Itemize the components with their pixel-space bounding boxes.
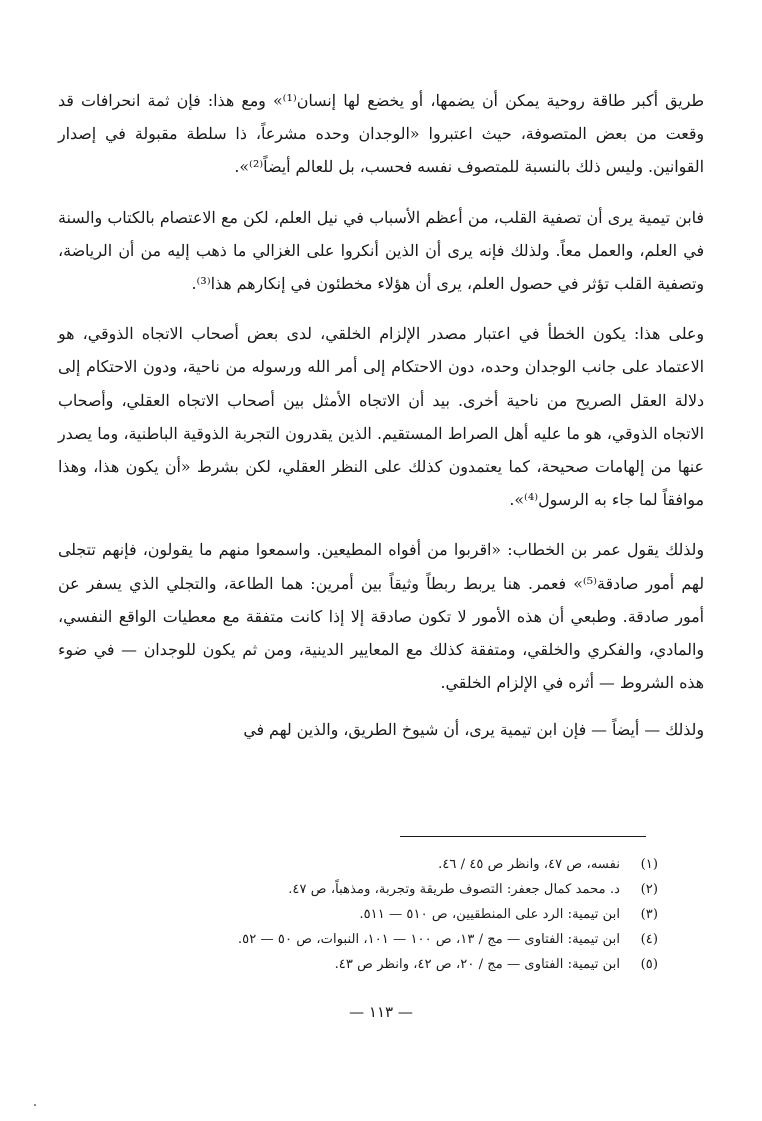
footnote-2 — [58, 877, 658, 902]
paragraph-5: ولذلك — أيضاً — فإن ابن تيمية يرى، أن شيوخ الطريق، والذين لهم في — [243, 720, 704, 740]
paragraph-3: وعلى هذا: يكون الخطأ في اعتبار مصدر الإلزام الخلقي، لدى بعض أصحاب الاتجاه الذوقي، هو الاعتماد على جانب الوجدان وحده، دون الاحتكام إلى أمر الله ورسوله من ناحية، ودون الاحتكام إلى دلالة العقل الصريح من ناحية أخرى. بيد أن الاتجاه الأمثل بين أصحاب الاتجاه العقلي، وأصحاب الاتجاه الذوقي، هو ما عليه أهل الصراط المستقيم. الذين يقدرون التجربة الذوقية الباطنية، وما يصدر عنها من إلهامات صحيحة، كما يعتمدون كذلك على النظر العقلي، لكن بشرط «أن يكون هذا، وهذا موافقاً لما جاء به الرسول⁽⁴⁾». — [58, 324, 704, 510]
paragraph-1: طريق أكبر طاقة روحية يمكن أن يضمها، أو يخضع لها إنسان⁽¹⁾» ومع هذا: فإن ثمة انحرافات قد وقعت من بعض المتصوفة، حيث اعتبروا «الوجدان وحده مشرعاً، ذا سلطة مقبولة في إصدار القوانين. وليس ذلك بالنسبة للمتصوف نفسه فحسب، بل للعالم أيضاً⁽²⁾». — [58, 91, 704, 177]
footnote-5 — [58, 952, 658, 977]
body-text — [58, 84, 704, 747]
footnote-number: (٤) — [640, 932, 658, 947]
footnote-text: د. محمد كمال جعفر: التصوف طريقة وتجربة، ومذهباً، ص ٤٧. — [288, 882, 620, 897]
footnote-number: (١) — [640, 857, 658, 872]
page-number: — ١١٣ — — [349, 1003, 413, 1021]
footnote-number: (٥) — [640, 957, 658, 972]
footnote-3 — [58, 902, 658, 927]
footnote-number: (٢) — [640, 882, 658, 897]
footnote-1 — [58, 852, 658, 877]
footnote-number: (٣) — [640, 907, 658, 922]
paragraph-2: فابن تيمية يرى أن تصفية القلب، من أعظم الأسباب في نيل العلم، لكن مع الاعتصام بالكتاب والسنة في العلم، والعمل معاً. ولذلك فإنه يرى أن الذين أنكروا على الغزالي ما ذهب إليه من أن الرياضة، وتصفية القلب تؤثر في حصول العلم، يرى أن هؤلاء مخطئون في إنكارهم هذا⁽³⁾. — [58, 207, 705, 294]
footnotes-list — [58, 852, 658, 977]
scan-speck — [34, 1104, 36, 1106]
footnote-text: نفسه، ص ٤٧، وانظر ص ٤٥ / ٤٦. — [438, 857, 620, 872]
paragraph-4: ولذلك يقول عمر بن الخطاب: «اقربوا من أفواه المطيعين. واسمعوا منهم ما يقولون، فإنهم تتجلى لهم أمور صادقة⁽⁵⁾» فعمر. هنا يربط ربطاً وثيقاً بين أمرين: هما الطاعة، والتجلي الذي يسفر عن أمور صادقة. وطبعي أن هذه الأمور لا تكون صادقة إلا إذا كانت متفقة مع معطيات الواقع النفسي، والمادي، والفكري والخلقي، ومتفقة كذلك مع المعايير الدينية، ومن ثم يكون للوجدان — في ضوء هذه الشروط — أثره في الإلزام الخلقي. — [58, 540, 705, 693]
footnote-4 — [58, 927, 658, 952]
footnote-text: ابن تيمية: الرد على المنطقيين، ص ٥١٠ — ٥١١. — [359, 907, 620, 922]
footnote-text: ابن تيمية: الفتاوى — مج / ٢٠، ص ٤٢، وانظر ص ٤٣. — [334, 957, 620, 972]
footnote-divider — [400, 836, 646, 837]
footnote-text: ابن تيمية: الفتاوى — مج / ١٣، ص ١٠٠ — ١٠١، النبوات، ص ٥٠ — ٥٢. — [237, 932, 620, 947]
